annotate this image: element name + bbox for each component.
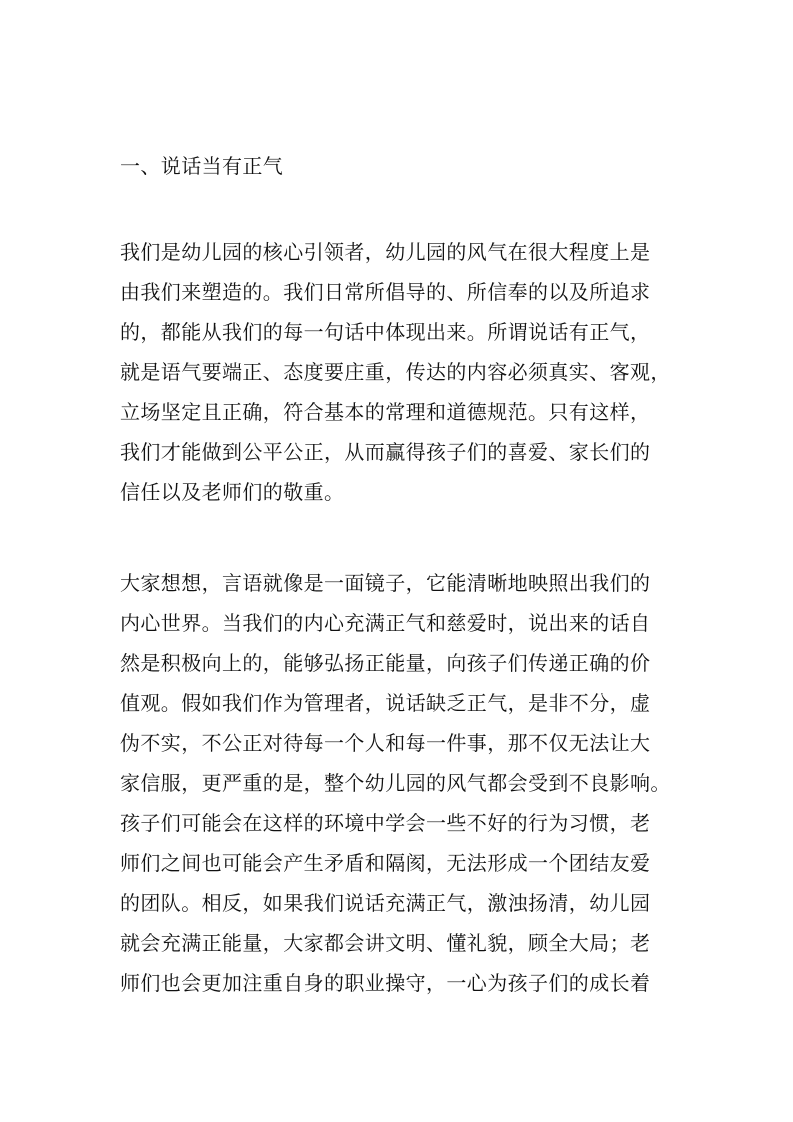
- paragraph-line: 大家想想，言语就像是一面镜子，它能清晰地映照出我们的: [120, 571, 651, 595]
- paragraph-line: 立场坚定且正确，符合基本的常理和道德规范。只有这样，: [120, 400, 651, 424]
- paragraph-line: 的团队。相反，如果我们说话充满正气，激浊扬清，幼儿园: [120, 891, 651, 915]
- paragraph-line: 家信服，更严重的是，整个幼儿园的风气都会受到不良影响。: [120, 771, 671, 795]
- paragraph-line: 的，都能从我们的每一句话中体现出来。所谓说话有正气，: [120, 320, 651, 344]
- section-heading: 一、说话当有正气: [120, 154, 284, 178]
- paragraph-line: 然是积极向上的，能够弘扬正能量，向孩子们传递正确的价: [120, 651, 651, 675]
- paragraph-line: 值观。假如我们作为管理者，说话缺乏正气，是非不分，虚: [120, 691, 651, 715]
- paragraph-line: 孩子们可能会在这样的环境中学会一些不好的行为习惯，老: [120, 811, 651, 835]
- paragraph-line: 师们也会更加注重自身的职业操守，一心为孩子们的成长着: [120, 971, 651, 995]
- paragraph-line: 就是语气要端正、态度要庄重，传达的内容必须真实、客观，: [120, 360, 671, 384]
- paragraph-line: 内心世界。当我们的内心充满正气和慈爱时，说出来的话自: [120, 611, 651, 635]
- paragraph-2: [120, 563, 700, 1003]
- paragraph-line: 由我们来塑造的。我们日常所倡导的、所信奉的以及所追求: [120, 280, 651, 304]
- paragraph-line: 我们是幼儿园的核心引领者，幼儿园的风气在很大程度上是: [120, 240, 651, 264]
- paragraph-line: 信任以及老师们的敬重。: [120, 480, 345, 504]
- paragraph-line: 师们之间也可能会产生矛盾和隔阂，无法形成一个团结友爱: [120, 851, 651, 875]
- paragraph-line: 就会充满正能量，大家都会讲文明、懂礼貌，顾全大局；老: [120, 931, 651, 955]
- paragraph-1: [120, 232, 700, 512]
- paragraph-line: 我们才能做到公平公正，从而赢得孩子们的喜爱、家长们的: [120, 440, 651, 464]
- paragraph-line: 伪不实，不公正对待每一个人和每一件事，那不仅无法让大: [120, 731, 651, 755]
